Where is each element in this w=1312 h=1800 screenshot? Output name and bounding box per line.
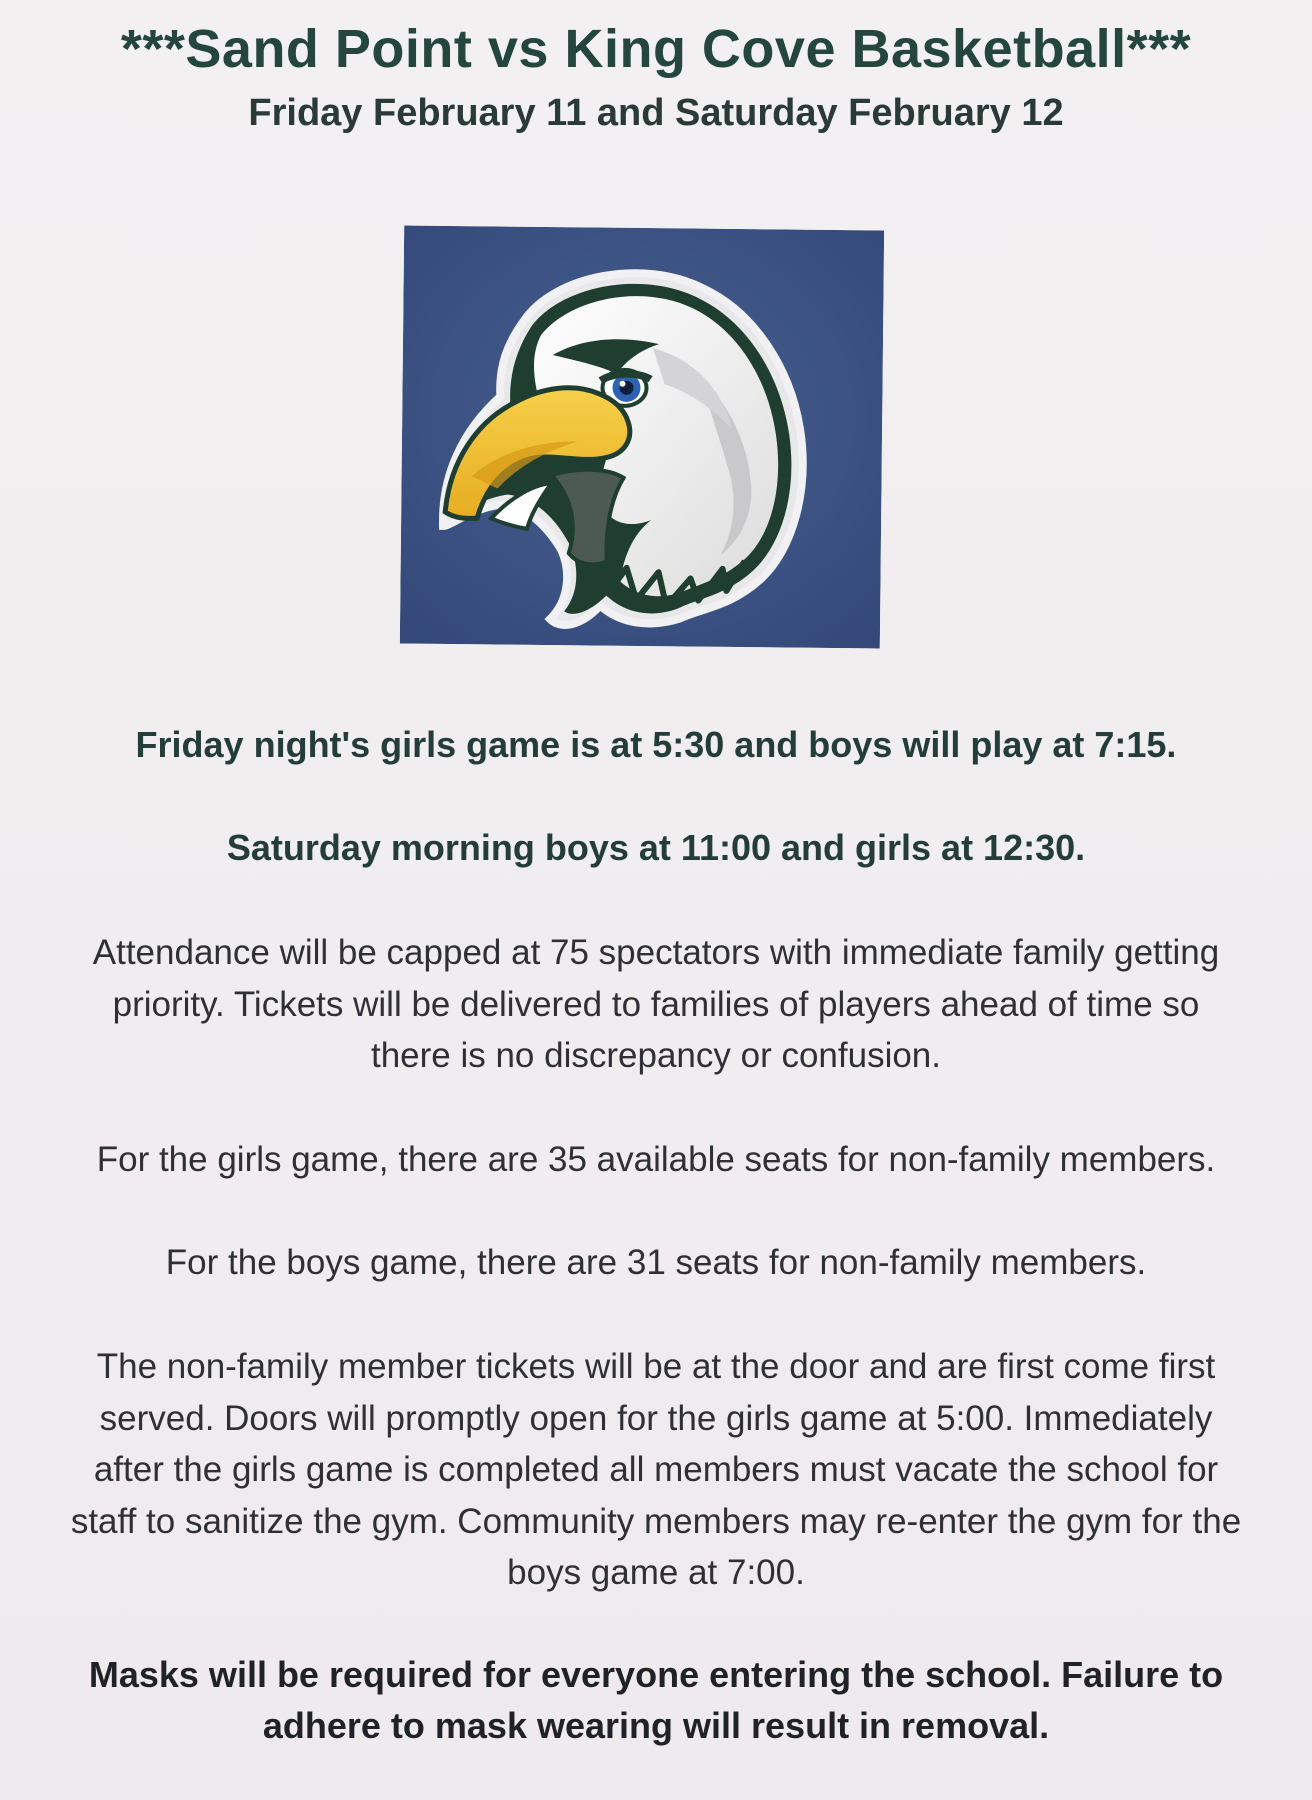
tickets-line-4: staff to sanitize the gym. Community members may re-enter the gym for the bbox=[70, 1502, 1242, 1541]
tickets-line-5: boys game at 7:00. bbox=[507, 1553, 805, 1592]
girls-seats-line: For the girls game, there are 35 available seats for non-family members. bbox=[96, 1140, 1216, 1179]
tickets-line-2: served. Doors will promptly open for the girls game at 5:00. Immediately bbox=[99, 1399, 1213, 1438]
eagle-logo bbox=[400, 225, 884, 648]
boys-seats-line: For the boys game, there are 31 seats for non-family members. bbox=[165, 1243, 1147, 1282]
flyer-subtitle: Friday February 11 and Saturday February 12 bbox=[248, 92, 1064, 134]
attendance-line-2: priority. Tickets will be delivered to families of players ahead of time so bbox=[112, 985, 1200, 1024]
tickets-line-3: after the girls game is completed all members must vacate the school for bbox=[93, 1450, 1219, 1489]
masks-line-2: adhere to mask wearing will result in removal. bbox=[262, 1705, 1050, 1746]
masks-line-1: Masks will be required for everyone entering the school. Failure to bbox=[88, 1654, 1224, 1695]
tickets-line-1: The non-family member tickets will be at the door and are first come first bbox=[96, 1347, 1216, 1386]
eagle-head-icon bbox=[400, 225, 884, 648]
saturday-schedule: Saturday morning boys at 11:00 and girls at 12:30. bbox=[226, 827, 1086, 868]
attendance-line-3: there is no discrepancy or confusion. bbox=[370, 1036, 942, 1075]
friday-schedule: Friday night's girls game is at 5:30 and boys will play at 7:15. bbox=[135, 724, 1177, 765]
attendance-line-1: Attendance will be capped at 75 spectators with immediate family getting bbox=[92, 933, 1220, 972]
flyer-title: ***Sand Point vs King Cove Basketball*** bbox=[120, 19, 1192, 79]
